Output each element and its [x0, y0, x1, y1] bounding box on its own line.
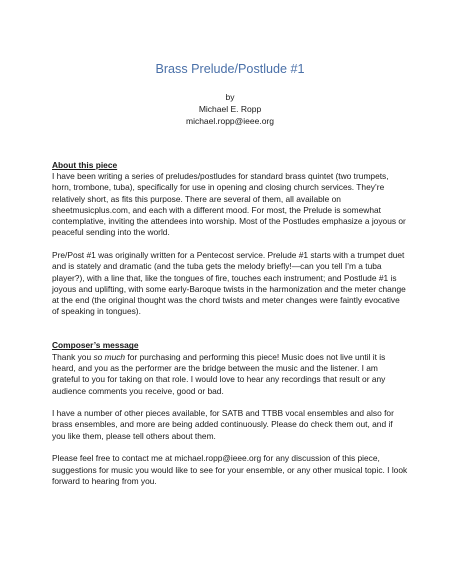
about-paragraph-1: I have been writing a series of preludes/postludes for standard brass quintet (two trumpets, horn, trombone, tuba), specifically for use in opening and closing church services. They’re relatively short, as fits this purpose. There are several of them, all available on sheetmusicplus.com, and each with a different mood. For most, the Prelude is somewhat contemplative, inviting the attendees into worship. Most of the Postludes emphasize a joyous or peaceful sending into the world.	[52, 170, 406, 238]
author-email: michael.ropp@ieee.org	[185, 116, 274, 127]
emphasis-text: so much	[93, 351, 126, 362]
byline	[52, 91, 408, 128]
p1-rest: for purchasing and performing this piece! Music does not live until it is heard, and you as the performer are the bridge between the music and the listener. I am grateful to you for taking on that role. I would love to hear any recordings that result or any audience comments you receive, good or bad.	[52, 351, 386, 396]
about-section	[52, 160, 408, 318]
about-heading: About this piece	[52, 159, 118, 170]
composer-heading: Composer’s message	[52, 340, 139, 351]
about-paragraph-2: Pre/Post #1 was originally written for a Pentecost service. Prelude #1 starts with a trumpet duet and is stately and dramatic (and the tuba gets the melody briefly!—can you tell I’m a tuba player?), with a line that, like the tongues of fire, touches each instrument; and Postlude #1 is joyous and uplifting, with some early-Baroque twists in the harmonization and the meter change at the end (the original thought was the chord twists and meter changes were faintly evocative of speaking in tongues).	[52, 249, 406, 317]
composer-paragraph-2: I have a number of other pieces available, for SATB and TTBB vocal ensembles and also for brass ensembles, and more are being added continuously. Please do check them out, and if you like them, please tell others about them.	[52, 408, 394, 441]
composer-paragraph-3: Please feel free to contact me at michael.ropp@ieee.org for any discussion of this piece, suggestions for music you would like to see for your ensemble, or any other musical topic. I look forward to hearing from you.	[52, 453, 408, 486]
composer-section	[52, 340, 408, 487]
p1-start: Thank you	[52, 351, 94, 362]
document-title: Brass Prelude/Postlude #1	[155, 62, 305, 76]
author-name: Michael E. Ropp	[198, 104, 262, 115]
composer-paragraph-1	[52, 352, 408, 397]
byline-by: by	[225, 92, 235, 102]
